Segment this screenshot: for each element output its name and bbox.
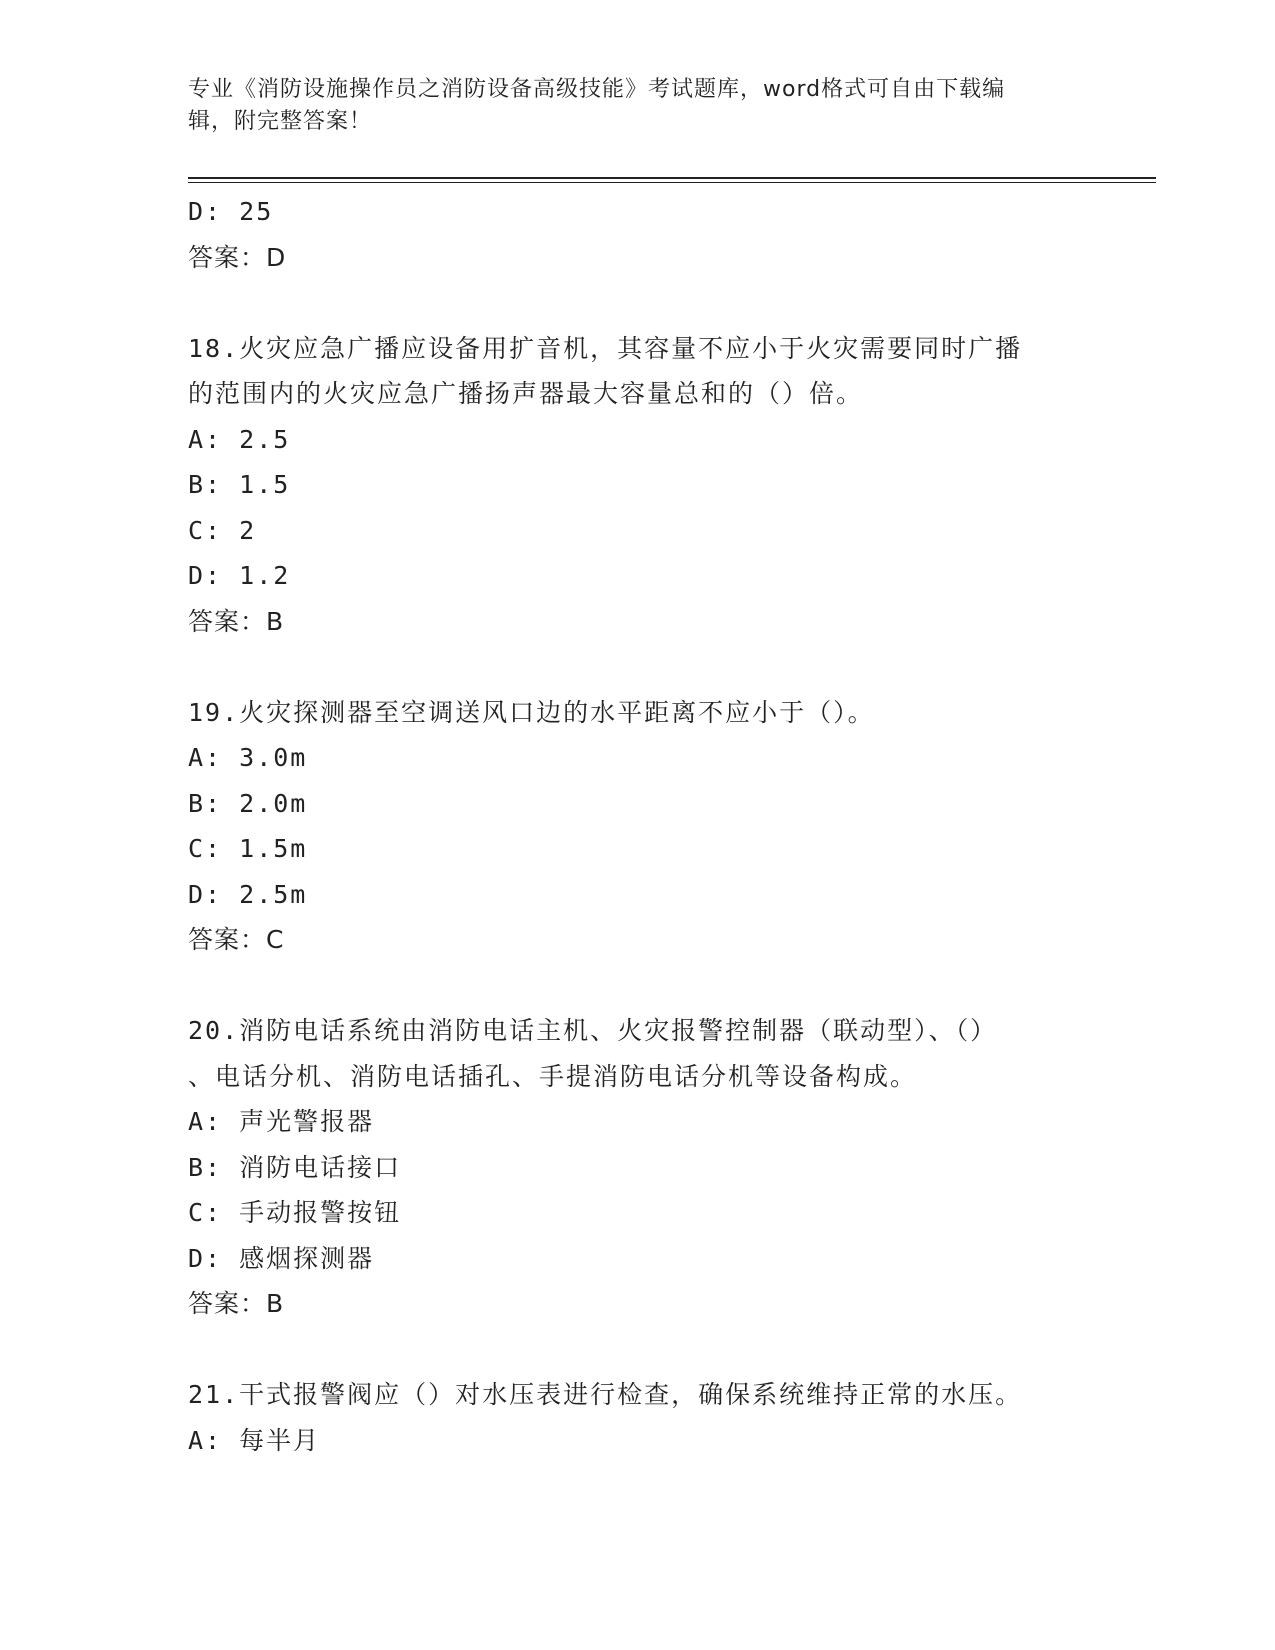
option-b: B: 1.5: [188, 470, 291, 499]
option-a: A: 2.5: [188, 424, 291, 454]
question-18: [188, 326, 1088, 645]
question-stem: 、电话分机、消防电话插孔、手提消防电话分机等设备构成。: [188, 1061, 918, 1091]
spacer: [188, 644, 1088, 690]
question-stem: 18.火灾应急广播应设备用扩音机，其容量不应小于火灾需要同时广播: [188, 333, 1023, 363]
header-rule-thick: [188, 177, 1156, 179]
answer: 答案：C: [188, 925, 285, 954]
spacer: [188, 1327, 1088, 1373]
answer: 答案：B: [188, 606, 285, 636]
header-rule-thin: [188, 182, 1156, 183]
question-20: [188, 1008, 1088, 1327]
option-d: D: 2.5m: [188, 879, 308, 909]
question-stem: 21.干式报警阀应（）对水压表进行检查，确保系统维持正常的水压。: [188, 1380, 1023, 1409]
question-21: [188, 1372, 1088, 1463]
option-c: C: 1.5m: [188, 834, 308, 863]
page-header: [188, 74, 1068, 138]
question-19: [188, 690, 1088, 963]
option-b: B: 2.0m: [188, 788, 308, 818]
question-stem: 的范围内的火灾应急广播扬声器最大容量总和的（）倍。: [188, 379, 864, 408]
option-d: D: 感烟探测器: [188, 1243, 375, 1273]
option-d: D: 1.2: [188, 561, 291, 590]
leading-answer: 答案：D: [188, 242, 287, 272]
answer: 答案：B: [188, 1289, 285, 1318]
option-c: C: 2: [188, 515, 257, 545]
option-a: A: 声光警报器: [188, 1107, 375, 1136]
spacer: [188, 280, 1088, 326]
spacer: [188, 963, 1088, 1009]
header-line-1: 专业《消防设施操作员之消防设备高级技能》考试题库，word格式可自由下载编: [188, 77, 1006, 102]
question-content: [188, 189, 1088, 1463]
question-stem: 20.消防电话系统由消防电话主机、火灾报警控制器（联动型）、（）: [188, 1016, 998, 1045]
option-a: A: 3.0m: [188, 743, 308, 772]
question-stem: 19.火灾探测器至空调送风口边的水平距离不应小于（）。: [188, 697, 875, 727]
leading-option-d: D: 25: [188, 197, 274, 226]
option-a: A: 每半月: [188, 1425, 321, 1455]
header-line-2: 辑，附完整答案！: [188, 109, 373, 134]
option-c: C: 手动报警按钮: [188, 1198, 402, 1227]
option-b: B: 消防电话接口: [188, 1152, 402, 1182]
